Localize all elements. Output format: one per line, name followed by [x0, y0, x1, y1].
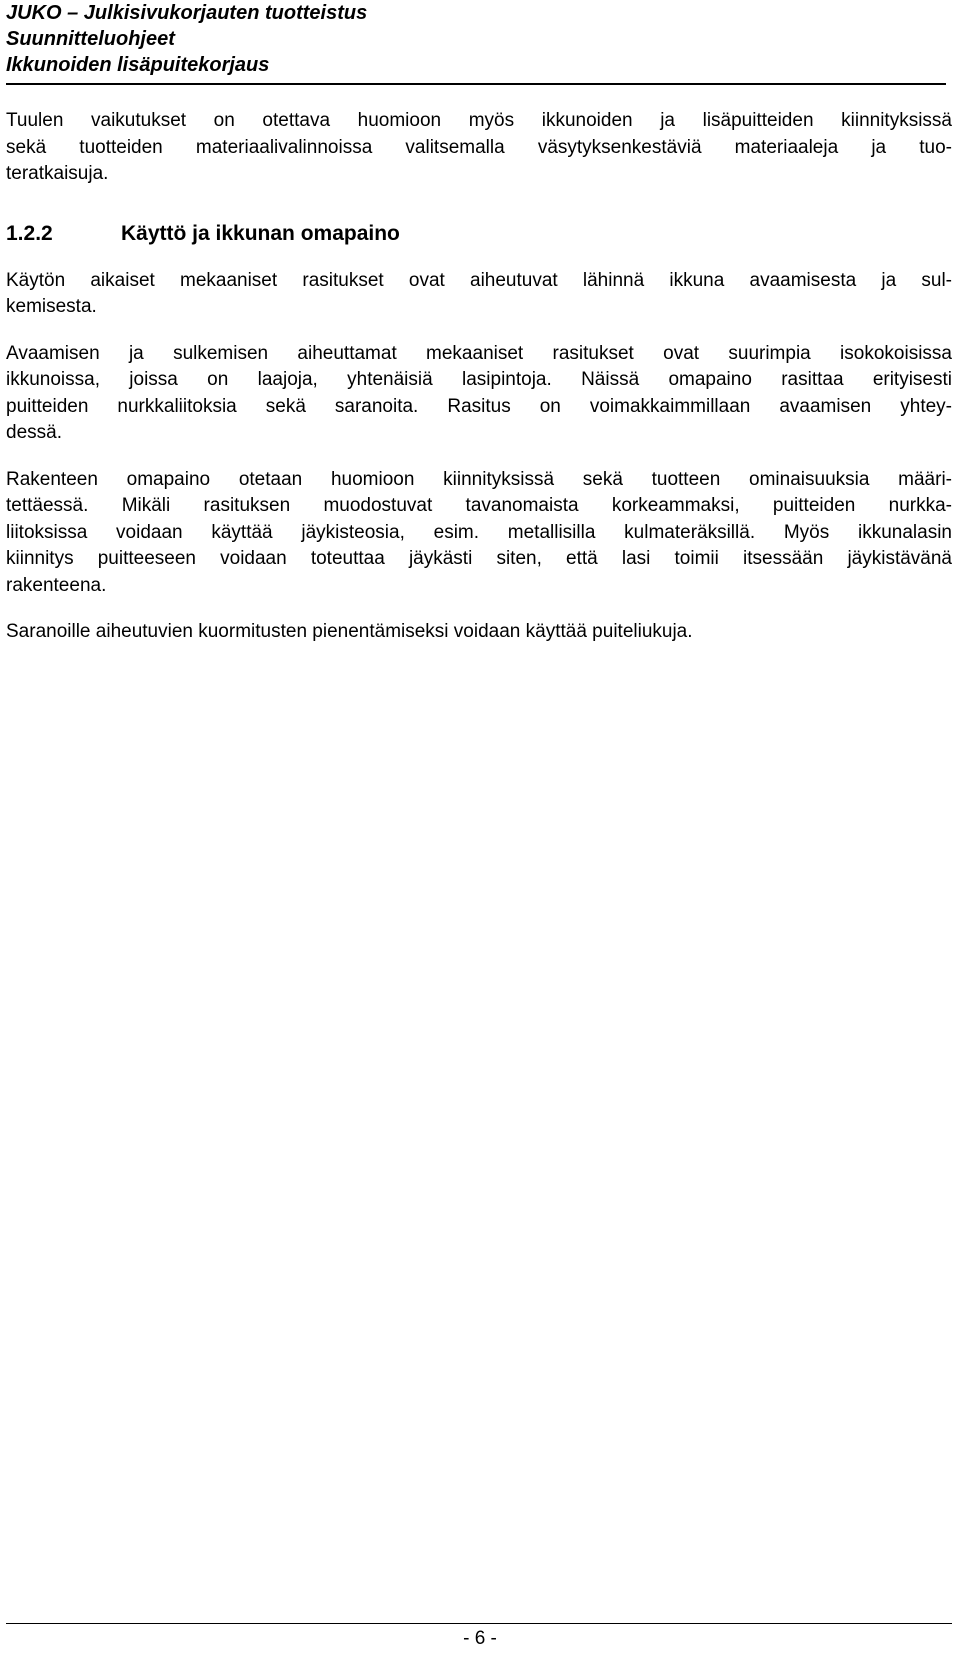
- text-line: Saranoille aiheutuvien kuormitusten pienentämiseksi voidaan käyttää puiteliukuja.: [6, 621, 693, 642]
- footer-divider: [6, 1623, 952, 1624]
- paragraph-opening-loads: [6, 341, 952, 447]
- text-line: liitoksissa voidaan käyttää jäykisteosia, esim. metallisilla kulmateräksillä. Myös ikkunalasin: [6, 521, 952, 543]
- document-body: [6, 108, 952, 666]
- text-line: sekä tuotteiden materiaalivalinnoissa valitsemalla väsytyksenkestäviä materiaaleja ja tuo-: [6, 136, 952, 158]
- text-line: puitteiden nurkkaliitoksia sekä saranoita. Rasitus on voimakkaimmillaan avaamisen yhtey-: [6, 395, 952, 417]
- text-line: Tuulen vaikutukset on otettava huomioon myös ikkunoiden ja lisäpuitteiden kiinnityksissä: [6, 110, 952, 131]
- section-number: 1.2.2: [6, 221, 53, 245]
- paragraph-usage-loads: [6, 268, 952, 321]
- section-heading: [6, 222, 952, 246]
- paragraph-hinges: [6, 619, 952, 646]
- text-line: ikkunoissa, joissa on laajoja, yhtenäisiä lasipintoja. Näissä omapaino rasittaa erityisesti: [6, 369, 952, 390]
- text-line: rakenteena.: [6, 574, 107, 596]
- text-line: kiinnitys puitteeseen voidaan toteuttaa jäykästi siten, että lasi toimii itsessään jäykistävänä: [6, 548, 952, 569]
- document-header: [6, 0, 946, 85]
- text-line: tettäessä. Mikäli rasituksen muodostuvat tavanomaista korkeammaksi, puitteiden nurkka-: [6, 495, 952, 516]
- header-project-title: JUKO – Julkisivukorjauten tuotteistus: [6, 2, 368, 24]
- text-line: dessä.: [6, 422, 62, 443]
- header-document-type: Suunnitteluohjeet: [6, 28, 175, 50]
- text-line: kemisesta.: [6, 296, 97, 317]
- text-line: Rakenteen omapaino otetaan huomioon kiinnityksissä sekä tuotteen ominaisuuksia määri-: [6, 468, 952, 490]
- section-title: Käyttö ja ikkunan omapaino: [121, 221, 400, 245]
- text-line: teratkaisuja.: [6, 163, 109, 184]
- header-document-subject: Ikkunoiden lisäpuitekorjaus: [6, 54, 270, 76]
- page-number: - 6 -: [463, 1628, 497, 1649]
- intro-paragraph: [6, 108, 952, 188]
- text-line: Avaamisen ja sulkemisen aiheuttamat mekaaniset rasitukset ovat suurimpia isokokoisissa: [6, 342, 952, 364]
- paragraph-self-weight: [6, 467, 952, 600]
- text-line: Käytön aikaiset mekaaniset rasitukset ovat aiheutuvat lähinnä ikkuna avaamisesta ja sul-: [6, 269, 952, 291]
